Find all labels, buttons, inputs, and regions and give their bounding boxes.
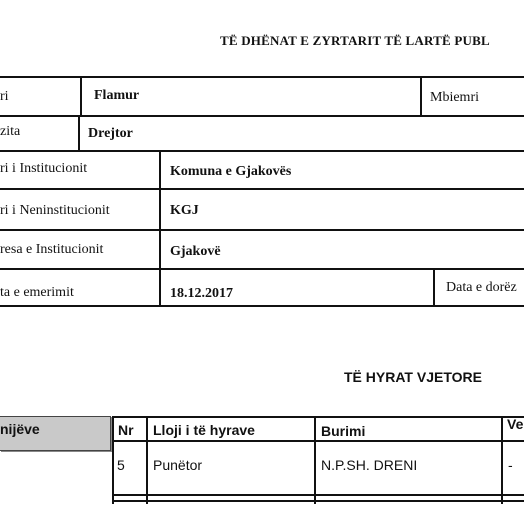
table-rule xyxy=(112,500,524,502)
table-divider xyxy=(80,76,82,117)
position-value: Drejtor xyxy=(88,126,133,141)
table-rule xyxy=(112,440,524,442)
table-divider xyxy=(146,416,148,504)
income-section-title: TË HYRAT VJETORE xyxy=(344,369,482,385)
table-rule xyxy=(0,188,524,190)
field-label: ta e emerimit xyxy=(0,285,74,300)
column-header-source: Burimi xyxy=(321,423,366,439)
cell-source: N.P.SH. DRENI xyxy=(321,457,418,473)
field-label: resa e Institucionit xyxy=(0,242,104,257)
cell-income-type: Punëtor xyxy=(153,457,203,473)
table-rule xyxy=(0,268,524,270)
cell-value: - xyxy=(508,457,513,473)
column-header-value: Ve xyxy=(507,416,524,432)
field-label: ri xyxy=(0,89,9,104)
table-divider xyxy=(314,416,316,504)
field-label: Mbiemri xyxy=(430,90,479,105)
table-divider xyxy=(433,268,435,307)
page-title: TË DHËNAT E ZYRTARIT TË LARTË PUBL xyxy=(220,33,490,48)
table-divider xyxy=(112,416,114,504)
institution-value: Komuna e Gjakovës xyxy=(170,164,292,179)
table-rule xyxy=(112,416,524,418)
appointment-date-value: 18.12.2017 xyxy=(170,286,233,301)
table-rule xyxy=(0,76,524,78)
column-header-income-type: Lloji i të hyrave xyxy=(153,422,255,438)
subinstitution-value: KGJ xyxy=(170,203,199,218)
table-rule xyxy=(0,305,524,307)
field-label: zita xyxy=(0,124,21,139)
cell-nr: 5 xyxy=(117,457,125,473)
field-label: Data e dorëz xyxy=(446,280,517,295)
column-header-nr: Nr xyxy=(118,422,134,438)
table-rule xyxy=(0,229,524,231)
category-label: nijëve xyxy=(0,421,40,437)
table-divider xyxy=(78,115,80,152)
category-label-box xyxy=(0,416,111,451)
first-name-value: Flamur xyxy=(94,88,140,103)
field-label: ri i Neninstitucionit xyxy=(0,203,110,218)
table-rule xyxy=(112,494,524,496)
table-divider xyxy=(501,416,503,504)
field-label: ri i Institucionit xyxy=(0,161,88,176)
table-divider xyxy=(420,76,422,117)
table-divider xyxy=(159,150,161,307)
institution-address-value: Gjakovë xyxy=(170,244,221,259)
